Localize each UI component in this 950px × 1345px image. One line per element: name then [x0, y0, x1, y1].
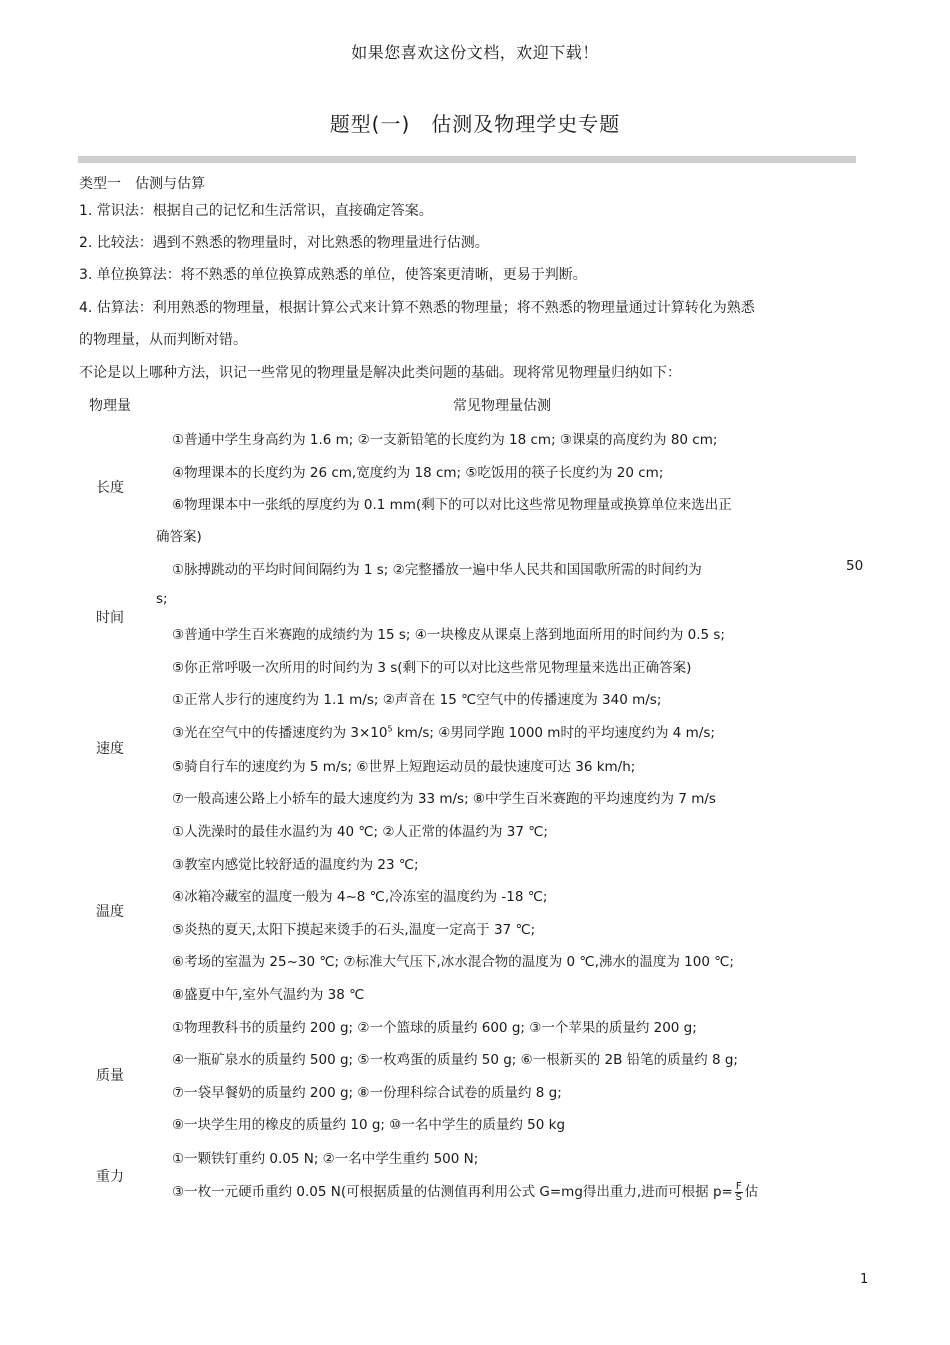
gravity-line-2 — [172, 1180, 758, 1203]
mass-line-3: ⑦一袋早餐奶的质量约 200 g; ⑧一份理科综合试卷的质量约 8 g; — [172, 1085, 562, 1101]
speed-line-4: ⑦一般高速公路上小轿车的最大速度约为 33 m/s; ⑧中学生百米赛跑的平均速度约为 7 m/s — [172, 791, 716, 807]
category-gravity: 重力 — [96, 1169, 124, 1185]
temperature-line-3: ④冰箱冷藏室的温度一般为 4~8 ℃,冷冻室的温度约为 -18 ℃; — [172, 889, 548, 905]
method-2: 2. 比较法：遇到不熟悉的物理量时，对比熟悉的物理量进行估测。 — [79, 235, 489, 251]
method-1: 1. 常识法：根据自己的记忆和生活常识，直接确定答案。 — [79, 203, 433, 219]
speed-exponent: 5 — [387, 724, 393, 734]
intro-paragraph: 不论是以上哪种方法，识记一些常见的物理量是解决此类问题的基础。现将常见物理量归纳如下： — [79, 365, 681, 381]
method-3: 3. 单位换算法：将不熟悉的单位换算成熟悉的单位，使答案更清晰，更易于判断。 — [79, 267, 587, 283]
page-title: 题型(一) 估测及物理学史专题 — [329, 112, 621, 136]
temperature-line-2: ③教室内感觉比较舒适的温度约为 23 ℃; — [172, 857, 419, 873]
method-4: 4. 估算法：利用熟悉的物理量，根据计算公式来计算不熟悉的物理量；将不熟悉的物理量通过计算转化为熟悉 — [79, 300, 755, 316]
page-number: 1 — [860, 1272, 869, 1287]
title-divider — [78, 156, 856, 163]
temperature-line-4: ⑤炎热的夏天,太阳下摸起来烫手的石头,温度一定高于 37 ℃; — [172, 922, 536, 938]
time-line-1: ①脉搏跳动的平均时间间隔约为 1 s; ②完整播放一遍中华人民共和国国歌所需的时间约为 — [172, 562, 702, 578]
mass-line-2: ④一瓶矿泉水的质量约 500 g; ⑤一枚鸡蛋的质量约 50 g; ⑥一根新买的 2B 铅笔的质量约 8 g; — [172, 1052, 738, 1068]
speed-line-2-rest: km/s; ④男同学跑 1000 m时的平均速度约为 4 m/s; — [392, 725, 715, 741]
mass-line-1: ①物理教科书的质量约 200 g; ②一个篮球的质量约 600 g; ③一个苹果的质量约 200 g; — [172, 1020, 697, 1036]
time-line-1-value: 50 — [846, 558, 864, 574]
mass-line-4: ⑨一块学生用的橡皮的质量约 10 g; ⑩一名中学生的质量约 50 kg — [172, 1117, 566, 1133]
speed-line-1: ①正常人步行的速度约为 1.1 m/s; ②声音在 15 ℃空气中的传播速度为 340 m/s; — [172, 692, 662, 708]
length-line-3: ⑥物理课本中一张纸的厚度约为 0.1 mm(剩下的可以对比这些常见物理量或换算单位来选出正 — [172, 497, 732, 513]
time-line-2: s; — [156, 591, 168, 607]
pressure-fraction — [735, 1182, 743, 1203]
table-header-quantity: 物理量 — [89, 398, 131, 414]
fraction-numerator: F — [735, 1180, 742, 1192]
length-line-2: ④物理课本的长度约为 26 cm,宽度约为 18 cm; ⑤吃饭用的筷子长度约为 20 cm; — [172, 465, 664, 481]
gravity-line-2-end: 估 — [744, 1184, 759, 1200]
length-line-4: 确答案) — [156, 529, 202, 545]
category-mass: 质量 — [96, 1068, 124, 1084]
gravity-line-1: ①一颗铁钉重约 0.05 N; ②一名中学生重约 500 N; — [172, 1151, 479, 1167]
temperature-line-5: ⑥考场的室温为 25~30 ℃; ⑦标准大气压下,冰水混合物的温度为 0 ℃,沸水的温度为 100 ℃; — [172, 954, 734, 970]
speed-line-3: ⑤骑自行车的速度约为 5 m/s; ⑥世界上短跑运动员的最快速度可达 36 km/h; — [172, 759, 636, 775]
fraction-denominator: S — [735, 1191, 742, 1203]
temperature-line-1: ①人洗澡时的最佳水温约为 40 ℃; ②人正常的体温约为 37 ℃; — [172, 824, 548, 840]
time-line-3: ③普通中学生百米赛跑的成绩约为 15 s; ④一块橡皮从课桌上落到地面所用的时间约为 0.5 s; — [172, 627, 725, 643]
length-line-1: ①普通中学生身高约为 1.6 m; ②一支新铅笔的长度约为 18 cm; ③课桌的高度约为 80 cm; — [172, 432, 718, 448]
method-4-continued: 的物理量，从而判断对错。 — [79, 332, 247, 348]
download-banner: 如果您喜欢这份文档，欢迎下载！ — [351, 43, 599, 62]
speed-line-2 — [172, 721, 715, 741]
time-line-4: ⑤你正常呼吸一次所用的时间约为 3 s(剩下的可以对比这些常见物理量来选出正确答案) — [172, 660, 692, 676]
speed-line-2-text: ③光在空气中的传播速度约为 3×10 — [172, 725, 388, 741]
section-heading: 类型一 估测与估算 — [79, 176, 205, 192]
temperature-line-6: ⑧盛夏中午,室外气温约为 38 ℃ — [172, 987, 365, 1003]
category-length: 长度 — [96, 480, 124, 496]
gravity-line-2-text: ③一枚一元硬币重约 0.05 N(可根据质量的估测值再利用公式 G=mg得出重力,进而可根据 p= — [172, 1184, 733, 1200]
category-speed: 速度 — [96, 741, 124, 757]
table-header-estimate: 常见物理量估测 — [453, 398, 551, 414]
category-time: 时间 — [96, 610, 124, 626]
category-temperature: 温度 — [96, 904, 124, 920]
